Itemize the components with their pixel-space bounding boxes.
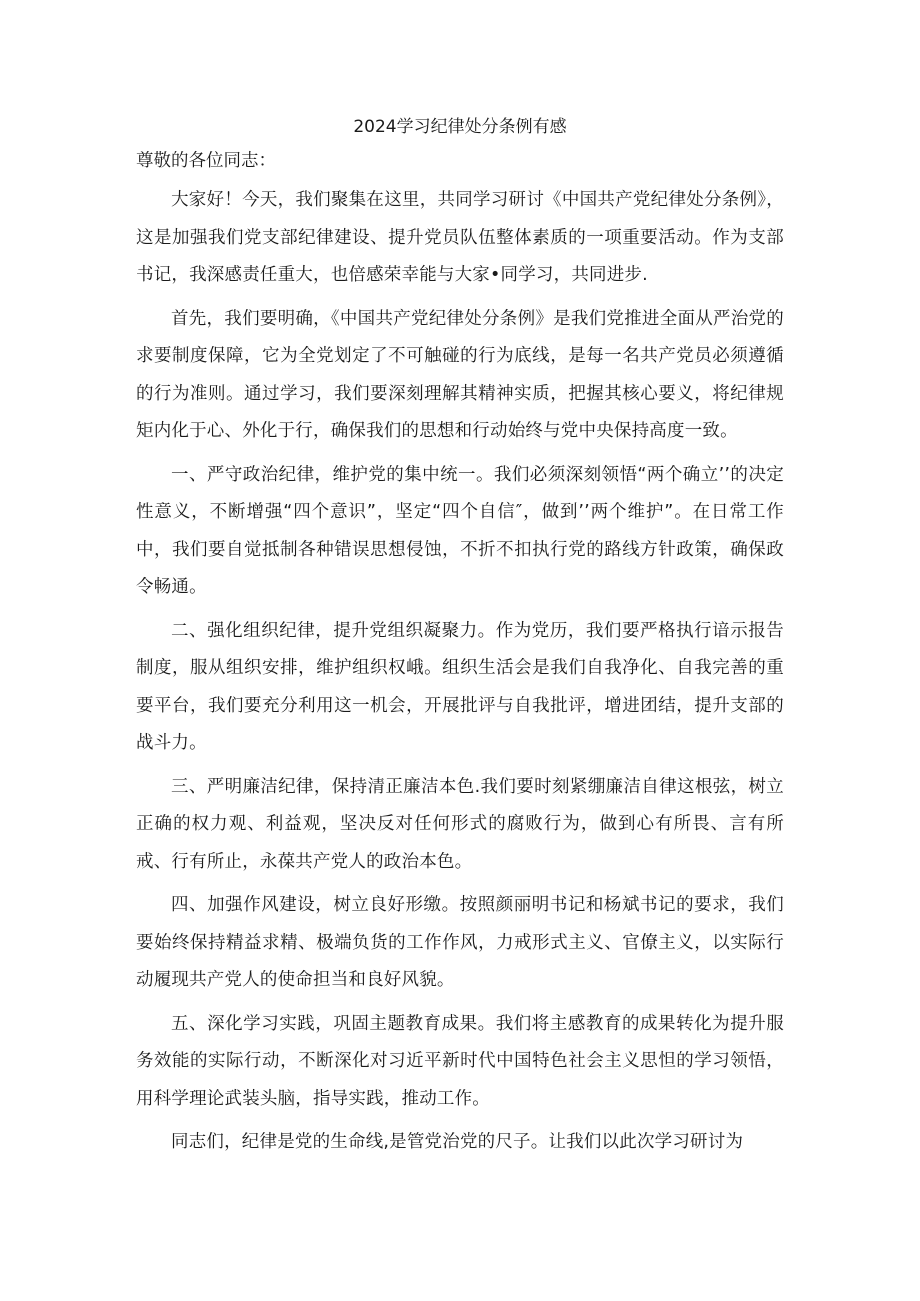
paragraph-first: 首先，我们要明确，《中国共产党纪律处分条例》是我们党推进全面从严治党的求要制度保障，它为全党划定了不可触碰的行为底线，是每一名共产党员必须遵循的行为准则。通过学习，我们要深刻理解其精神实质，把握其核心要义，将纪律规矩内化于心、外化于行，确保我们的思想和行动始终与党中央保持高度一致。 bbox=[136, 308, 784, 441]
paragraph-organizational-discipline: 二、强化组织纪律，提升党组织凝聚力。作为党历，我们要严格执行谙示报告制度，服从组织安排，维护组织权峨。组织生活会是我们自我净化、自我完善的重要平台，我们要充分利用这一机会，开展批评与自我批评，增进团结，提升支部的战斗力。 bbox=[136, 620, 784, 753]
salutation: 尊敬的各位同志： bbox=[136, 151, 276, 171]
paragraph-political-discipline: 一、严守政治纪律，维护党的集中统一。我们必须深刻领悟“两个确立’’的决定性意义，不断增强“四个意识”，坚定“四个自信″，做到’’两个维护”。在日常工作中，我们要自觉抵制各种错误思想侵蚀，不折不扣执行党的路线方针政策，确保政令畅通。 bbox=[136, 464, 784, 597]
paragraph-greeting: 大家好！今天，我们聚集在这里，共同学习研讨《中国共产党纪律处分条例》，这是加强我们党支部纪律建设、提升党员队伍整体素质的一项重要活动。作为支部书记，我深感责任重大，也倍感荣幸能与大家•同学习，共同进步. bbox=[136, 190, 784, 285]
paragraph-closing: 同志们，纪律是党的生命线,是管党治党的尺子。让我们以此次学习研讨为 bbox=[171, 1132, 744, 1152]
paragraph-integrity-discipline: 三、严明廉洁纪律，保持清正廉洁本色.我们要时刻紧绷廉洁自律这根弦，树立正确的权力观、利益观，坚决反对任何形式的腐败行为，做到心有所畏、言有所戒、行有所止，永葆共产党人的政治本色。 bbox=[136, 776, 784, 872]
paragraph-study-practice: 五、深化学习实践，巩固主题教育成果。我们将主感教育的成果转化为提升服务效能的实际行动，不断深化对习近平新时代中国特色社会主义思怛的学习领悟，用科学理论武装头脑，指导实践，推动工作。 bbox=[136, 1013, 784, 1109]
document-page bbox=[136, 112, 784, 1168]
paragraph-work-style: 四、加强作风建设，树立良好形缴。按照颜丽明书记和杨斌书记的要求，我们要始终保持精益求精、极端负货的工作作风，力戒形式主义、官僚主义，以实际行动履现共产党人的使命担当和良好风貌。 bbox=[136, 895, 784, 990]
document-title: 2024学习纪律处分条例有感 bbox=[353, 117, 567, 137]
